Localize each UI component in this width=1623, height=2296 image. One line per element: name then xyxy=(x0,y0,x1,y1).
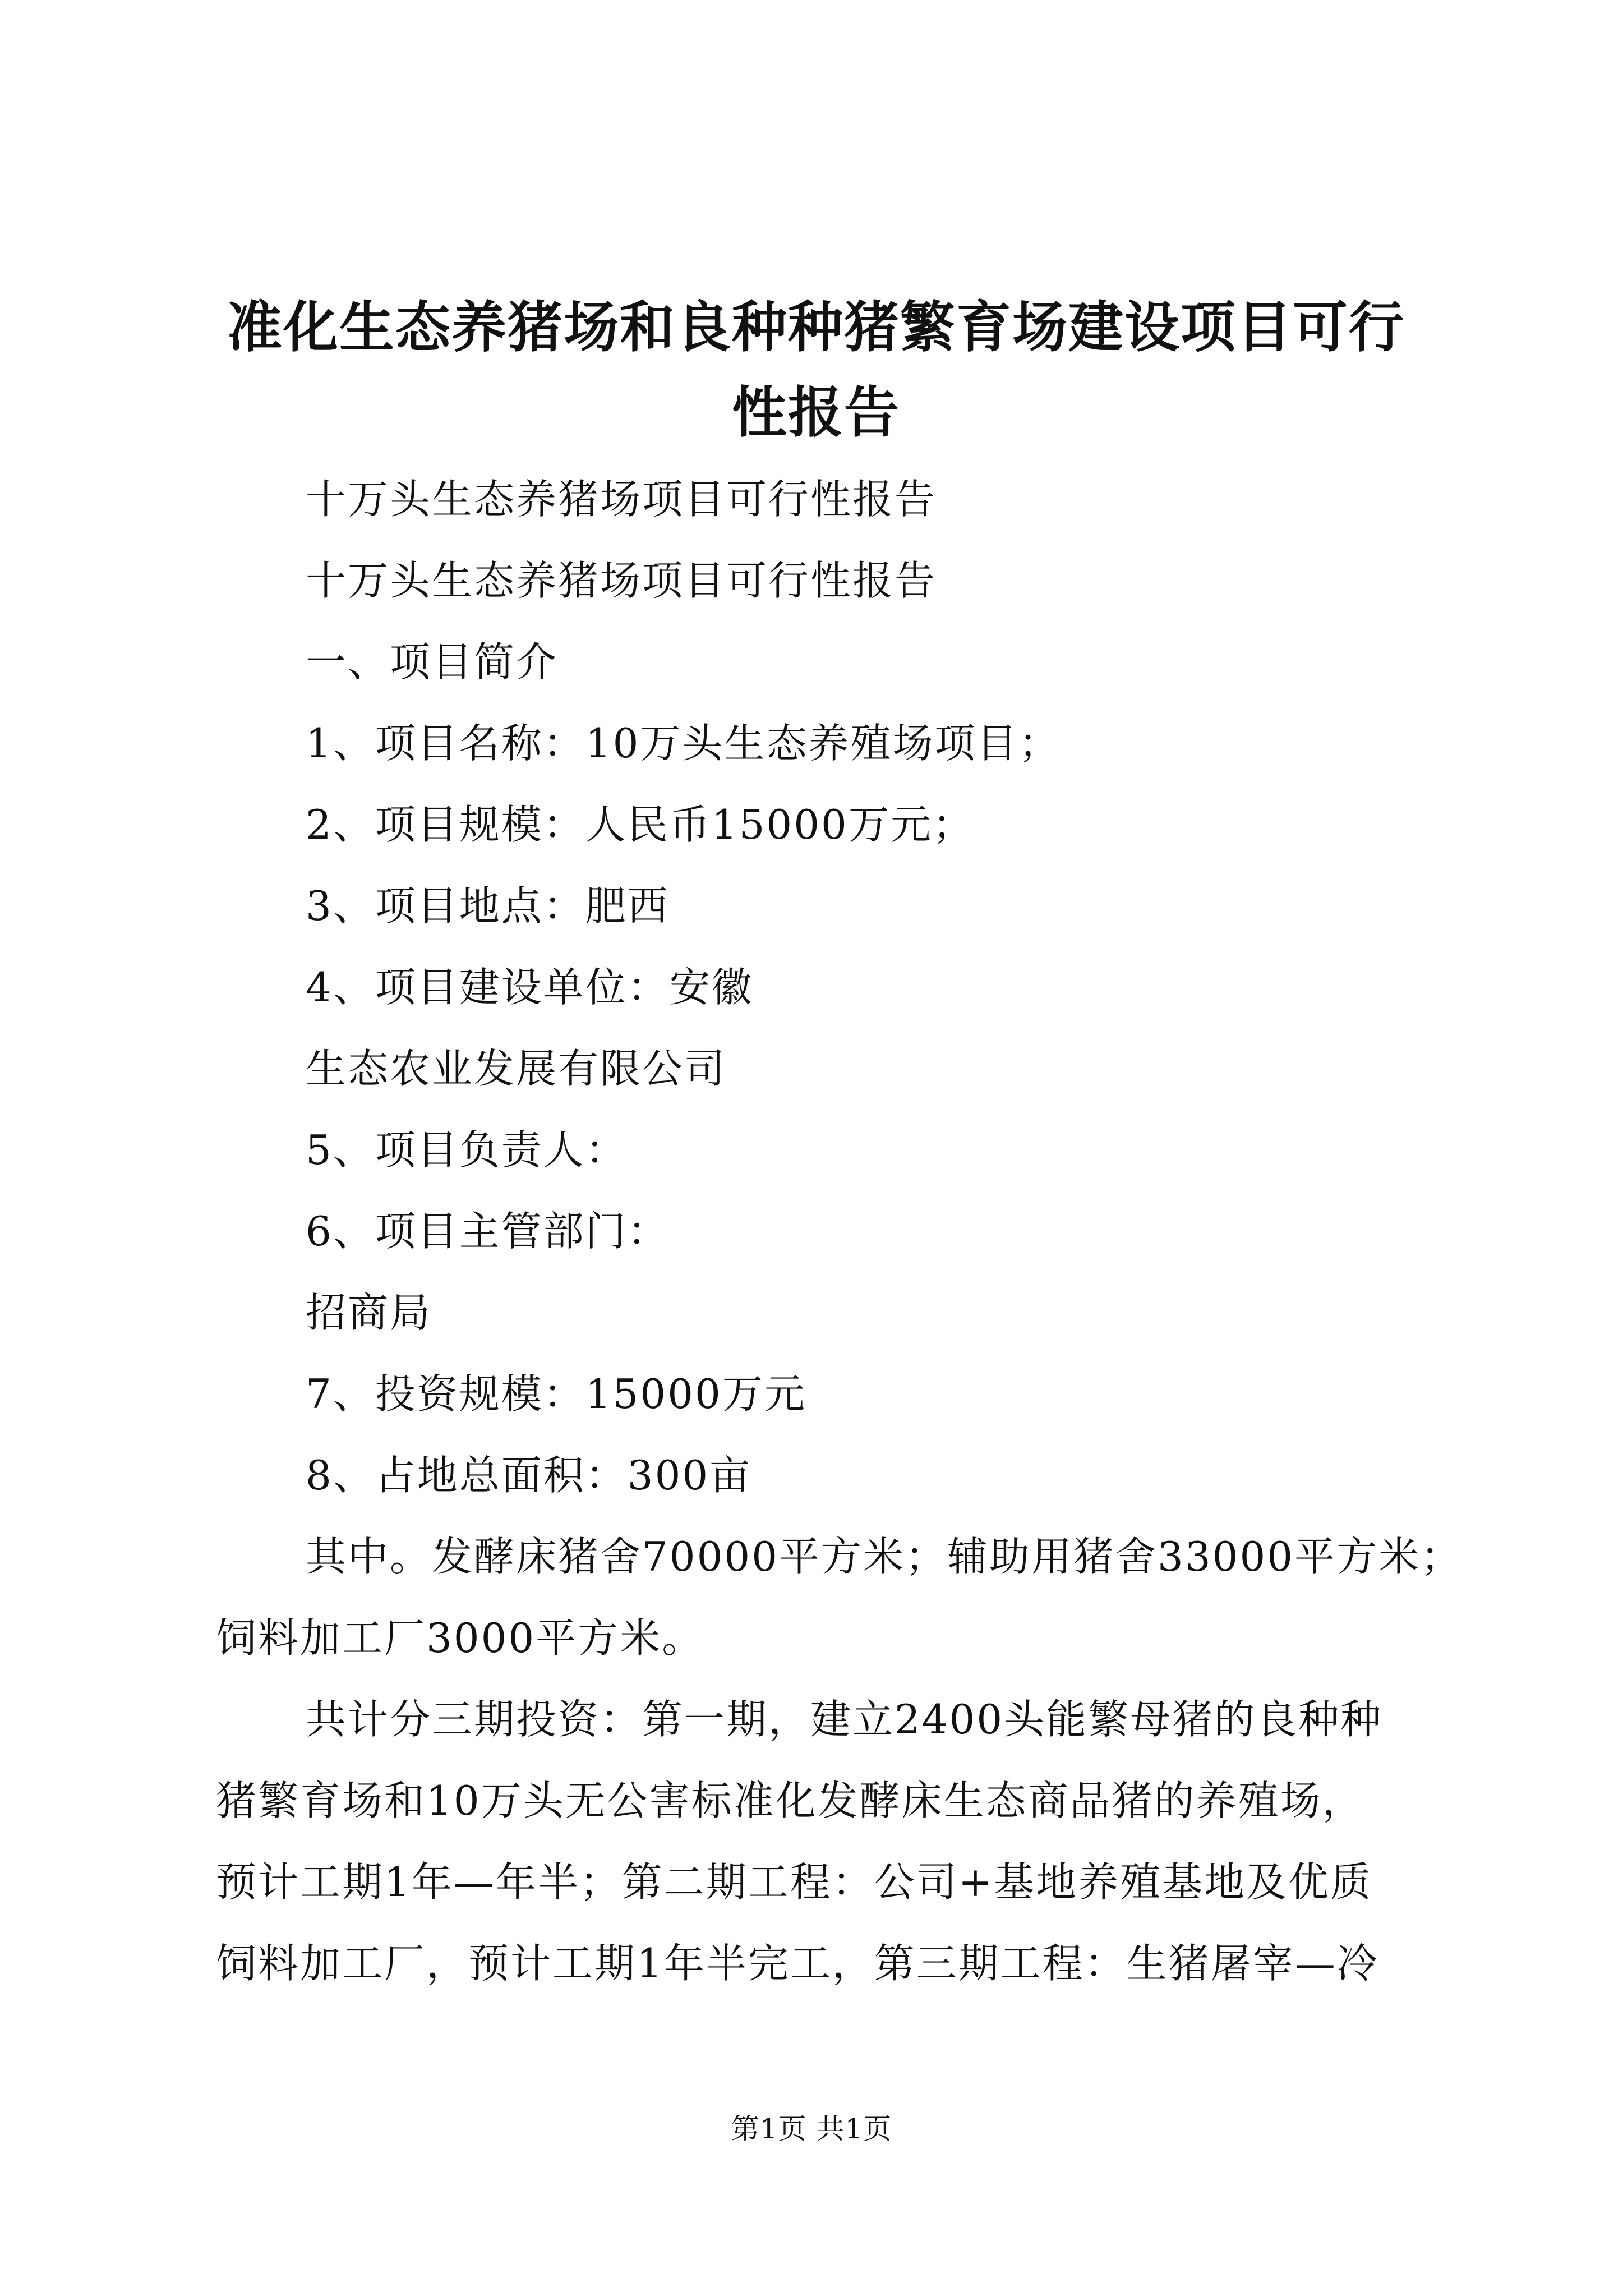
text-line: 猪繁育场和10万头无公害标准化发酵床生态商品猪的养殖场， xyxy=(216,1777,1364,1824)
text-line: 共计分三期投资：第一期，建立2400头能繁母猪的良种种 xyxy=(306,1696,1383,1743)
text-line: 招商局 xyxy=(306,1289,432,1336)
text-line: 饲料加工厂3000平方米。 xyxy=(216,1614,704,1662)
text-line: 4、项目建设单位：安徽 xyxy=(306,964,754,1011)
text-line: 6、项目主管部门： xyxy=(306,1208,670,1255)
text-line: 生态农业发展有限公司 xyxy=(306,1045,727,1092)
text-line: 十万头生态养猪场项目可行性报告 xyxy=(306,476,937,523)
page-footer: 第1页 共1页 xyxy=(731,2113,892,2145)
text-line: 3、项目地点：肥西 xyxy=(306,882,670,930)
section-heading: 一、项目简介 xyxy=(306,638,559,685)
text-line: 5、项目负责人： xyxy=(306,1126,628,1174)
text-line: 8、占地总面积：300亩 xyxy=(306,1452,752,1499)
document-title: 准化生态养猪场和良种种猪繁育场建设项目可行性报告 xyxy=(227,295,1405,445)
text-line: 7、投资规模：15000万元 xyxy=(306,1370,806,1418)
text-line: 饲料加工厂，预计工期1年半完工，第三期工程：生猪屠宰—冷 xyxy=(216,1940,1379,1987)
text-line: 2、项目规模：人民币15000万元； xyxy=(306,801,975,848)
text-line: 1、项目名称：10万头生态养殖场项目； xyxy=(306,720,1061,767)
text-line: 十万头生态养猪场项目可行性报告 xyxy=(306,557,937,604)
text-line: 其中。发酵床猪舍70000平方米；辅助用猪舍33000平方米； xyxy=(306,1533,1463,1580)
text-line: 预计工期1年—年半；第二期工程：公司+基地养殖基地及优质 xyxy=(216,1858,1373,1906)
